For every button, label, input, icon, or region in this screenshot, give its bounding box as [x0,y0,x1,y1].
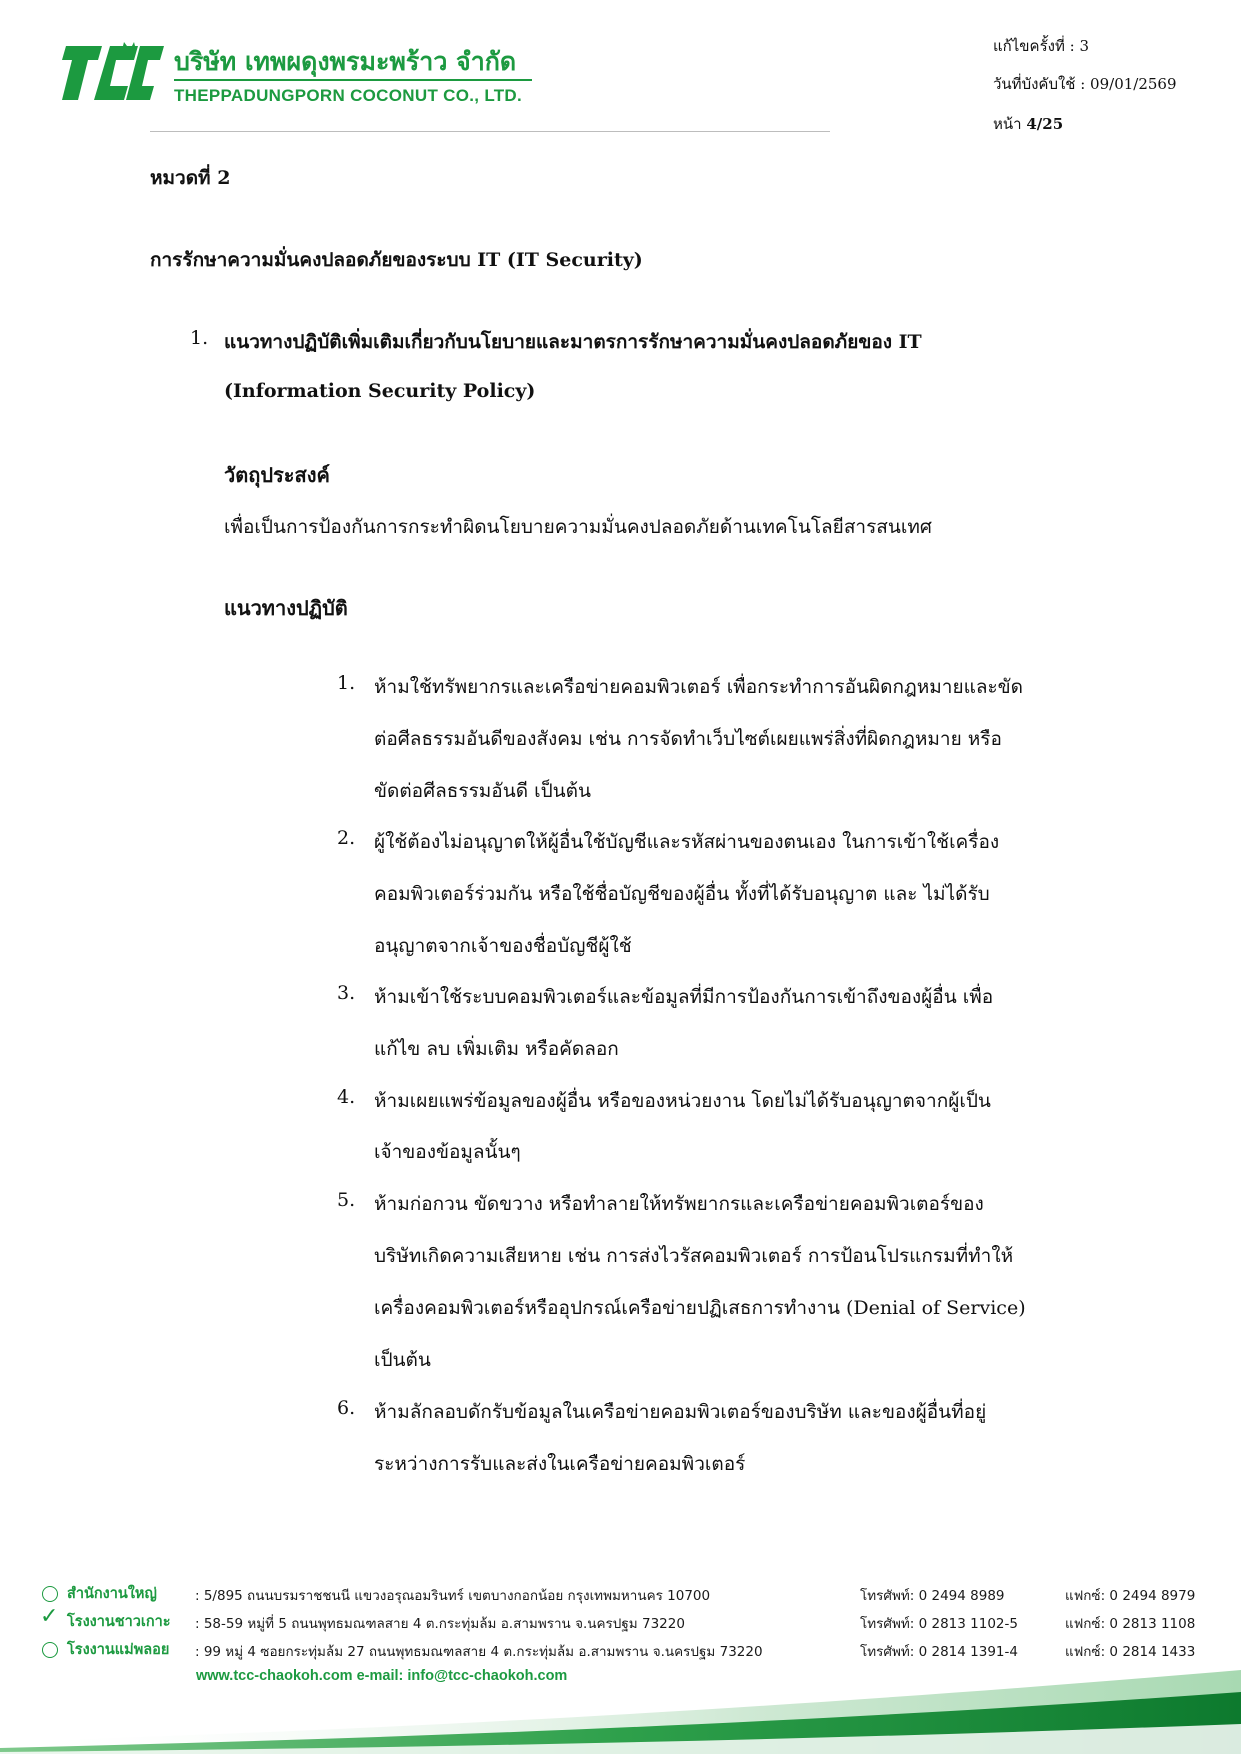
revision-number: แก้ไขครั้งที่ : 3 [993,37,1089,55]
list-item-text: ผู้ใช้ต้องไม่อนุญาตให้ผู้อื่นใช้บัญชีและรหัสผ่านของตนเอง ในการเข้าใช้เครื่อง [374,831,1000,853]
chapter-heading: หมวดที่ 2 [150,167,231,189]
section-title-continued: (Information Security Policy) [224,380,536,402]
list-item-text: ห้ามเผยแพร่ข้อมูลของผู้อื่น หรือของหน่วยงาน โดยไม่ได้รับอนุญาตจากผู้เป็น [374,1090,991,1112]
checkmark-icon: ✓ [40,1604,59,1629]
site-maeploy-factory: โรงงานแม่พลอย [67,1642,170,1658]
section-number: 1. [190,327,209,349]
site-head-office: สำนักงานใหญ่ [67,1586,157,1602]
site-address: : 58-59 หมู่ที่ 5 ถนนพุทธมณฑลสาย 4 ต.กระทุ่มล้ม อ.สามพราน จ.นครปฐม 73220 [195,1616,685,1632]
site-phone: โทรศัพท์: 0 2494 8989 [860,1588,1005,1604]
list-item-text: อนุญาตจากเจ้าของชื่อบัญชีผู้ใช้ [374,935,632,957]
list-item-number: 4. [337,1086,356,1108]
site-address: : 99 หมู่ 4 ซอยกระทุ่มล้ม 27 ถนนพุทธมณฑลสาย 4 ต.กระทุ่มล้ม อ.สามพราน จ.นครปฐม 73220 [195,1644,763,1660]
site-phone: โทรศัพท์: 0 2814 1391-4 [860,1644,1018,1660]
section-title: แนวทางปฏิบัติเพิ่มเติมเกี่ยวกับนโยบายและมาตรการรักษาความมั่นคงปลอดภัยของ IT [224,331,922,353]
list-item-text: ระหว่างการรับและส่งในเครือข่ายคอมพิวเตอร์ [374,1453,746,1475]
site-fax: แฟกซ์: 0 2813 1108 [1065,1616,1196,1632]
list-item-text: เครื่องคอมพิวเตอร์หรืออุปกรณ์เครือข่ายปฏิเสธการทำงาน (Denial of Service) [374,1297,1026,1319]
page-number [993,112,1063,136]
list-item-text: ต่อศีลธรรมอันดีของสังคม เช่น การจัดทำเว็บไซต์เผยแพร่สิ่งที่ผิดกฎหมาย หรือ [374,728,1002,750]
site-phone: โทรศัพท์: 0 2813 1102-5 [860,1616,1018,1632]
list-item-text: ห้ามก่อกวน ขัดขวาง หรือทำลายให้ทรัพยากรและเครือข่ายคอมพิวเตอร์ของ [374,1193,984,1215]
header-divider [150,131,830,132]
company-name-english: THEPPADUNGPORN COCONUT CO., LTD. [174,86,523,105]
list-item-number: 6. [337,1397,356,1419]
objective-text: เพื่อเป็นการป้องกันการกระทำผิดนโยบายความมั่นคงปลอดภัยด้านเทคโนโลยีสารสนเทศ [224,516,932,538]
radio-unselected-icon [42,1586,58,1602]
list-item-text: ห้ามลักลอบดักรับข้อมูลในเครือข่ายคอมพิวเตอร์ของบริษัท และของผู้อื่นที่อยู่ [374,1401,987,1423]
list-item-text: ห้ามใช้ทรัพยากรและเครือข่ายคอมพิวเตอร์ เพื่อกระทำการอันผิดกฎหมายและขัด [374,676,1024,698]
site-fax: แฟกซ์: 0 2814 1433 [1065,1644,1196,1660]
page-value: 4/25 [1026,115,1064,133]
list-item-text: เจ้าของข้อมูลนั้นๆ [374,1141,521,1163]
guidelines-heading: แนวทางปฏิบัติ [224,596,348,620]
site-fax: แฟกซ์: 0 2494 8979 [1065,1588,1196,1604]
list-item-number: 3. [337,982,356,1004]
list-item-text: บริษัทเกิดความเสียหาย เช่น การส่งไวรัสคอมพิวเตอร์ การป้อนโปรแกรมที่ทำให้ [374,1245,1014,1267]
site-chaokoh-factory: โรงงานชาวเกาะ [67,1614,171,1630]
list-item-text: ห้ามเข้าใช้ระบบคอมพิวเตอร์และข้อมูลที่มีการป้องกันการเข้าถึงของผู้อื่น เพื่อ [374,986,994,1008]
website-email-line: www.tcc-chaokoh.com e-mail: info@tcc-chaokoh.com [196,1668,568,1684]
objective-heading: วัตถุประสงค์ [224,463,330,487]
list-item-text: คอมพิวเตอร์ร่วมกัน หรือใช้ชื่อบัญชีของผู้อื่น ทั้งที่ได้รับอนุญาต และ ไม่ได้รับ [374,883,990,905]
list-item-number: 2. [337,827,356,849]
effective-date: วันที่บังคับใช้ : 09/01/2569 [993,75,1177,93]
site-address: : 5/895 ถนนบรมราชชนนี แขวงอรุณอมรินทร์ เขตบางกอกน้อย กรุงเทพมหานคร 10700 [195,1588,711,1604]
list-item-text: เป็นต้น [374,1349,431,1371]
list-item-text: ขัดต่อศีลธรรมอันดี เป็นต้น [374,780,591,802]
company-name-thai: บริษัท เทพผดุงพรมะพร้าว จำกัด [174,47,517,76]
tcc-logo [58,40,166,106]
list-item-text: แก้ไข ลบ เพิ่มเติม หรือคัดลอก [374,1038,619,1060]
page-label: หน้า [993,115,1022,133]
list-item-number: 5. [337,1189,356,1211]
company-name-underline [174,79,532,81]
chapter-title: การรักษาความมั่นคงปลอดภัยของระบบ IT (IT Security) [150,249,643,271]
list-item-number: 1. [337,672,356,694]
footer-wave-decoration [0,1620,1241,1754]
